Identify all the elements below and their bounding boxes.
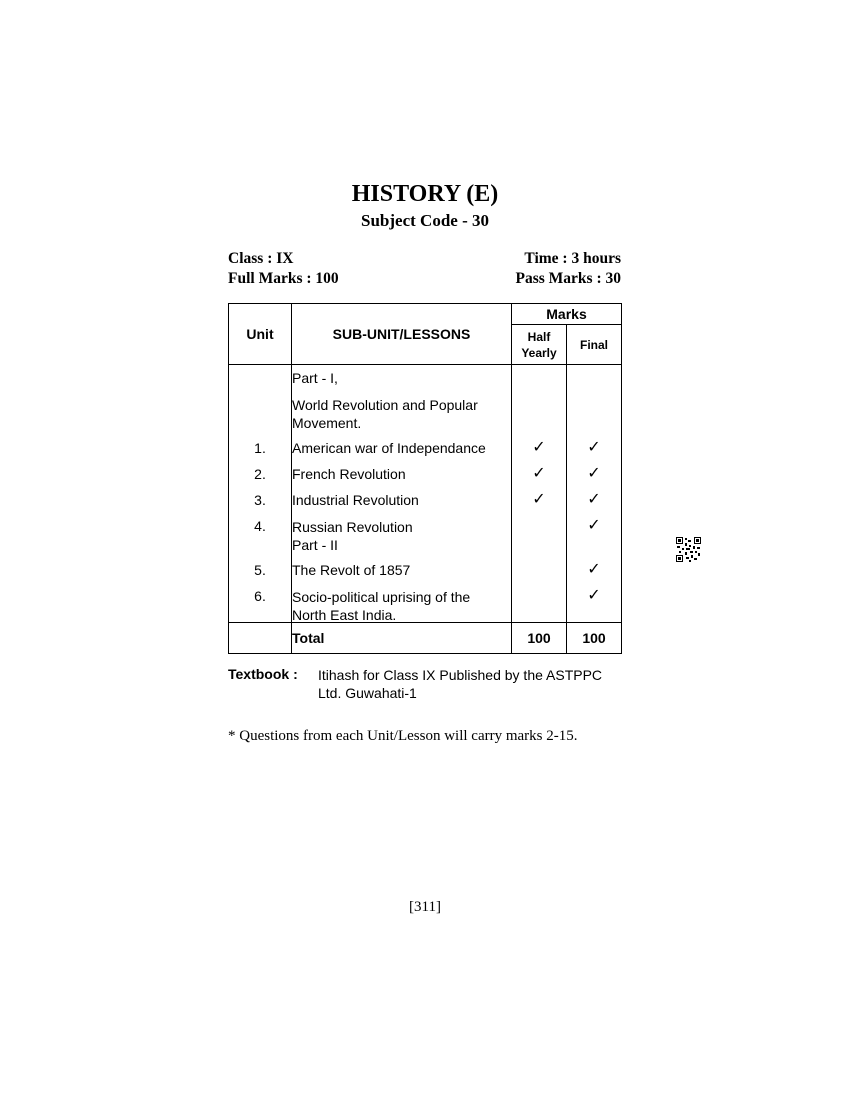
syllabus-table [228, 303, 622, 654]
lesson-name-cont: North East India. [292, 607, 397, 623]
half-yearly-header [512, 325, 567, 365]
textbook-label: Textbook : [228, 666, 298, 682]
total-final: 100 [567, 623, 622, 654]
check-icon: ✓ [587, 439, 601, 456]
check-icon: ✓ [532, 439, 546, 456]
half-yearly-line-1: Half [527, 329, 551, 344]
total-label: Total [292, 623, 512, 654]
check-icon: ✓ [587, 517, 601, 534]
unit-header: Unit [229, 304, 292, 365]
check-icon: ✓ [587, 561, 601, 578]
total-unit-cell [229, 623, 292, 654]
half-yearly-line-2: Yearly [521, 345, 557, 360]
lesson-name: Russian Revolution [292, 519, 413, 535]
lesson-name: Industrial Revolution [292, 492, 419, 508]
unit-number: 5. [254, 562, 266, 578]
lesson-name: French Revolution [292, 466, 406, 482]
qr-code-icon [676, 537, 701, 562]
final-header: Final [567, 325, 622, 365]
pass-marks-label: Pass Marks : 30 [515, 270, 621, 287]
final-column [567, 365, 622, 623]
time-label: Time : 3 hours [524, 250, 621, 267]
page-number: [311] [409, 899, 441, 915]
check-icon: ✓ [587, 587, 601, 604]
class-label: Class : IX [228, 250, 294, 267]
lesson-name: American war of Independance [292, 440, 486, 456]
lesson-socio [292, 588, 511, 622]
unit-number: 1. [254, 440, 266, 456]
marks-note: * Questions from each Unit/Lesson will carry marks 2-15. [228, 728, 578, 744]
part-one-title-line-2: Movement. [292, 415, 362, 431]
lesson-name: Socio-political uprising of the [292, 589, 471, 605]
lesson-name: The Revolt of 1857 [292, 562, 411, 578]
textbook-value: Itihash for Class IX Published by the ASTPPC Ltd. Guwahati-1 [318, 667, 603, 701]
sub-unit-header: SUB-UNIT/LESSONS [292, 304, 512, 365]
check-icon: ✓ [587, 491, 601, 508]
half-yearly-column [512, 365, 567, 623]
part-one-label: Part - I, [292, 370, 338, 386]
subject-code: Subject Code - 30 [361, 211, 489, 230]
lessons-column [292, 365, 512, 623]
full-marks-label: Full Marks : 100 [228, 270, 339, 287]
page-title: HISTORY (E) [351, 181, 499, 207]
meta-row-2 [228, 270, 621, 288]
marks-header: Marks [512, 304, 622, 325]
unit-number: 3. [254, 492, 266, 508]
check-icon: ✓ [532, 491, 546, 508]
total-half-yearly: 100 [512, 623, 567, 654]
check-icon: ✓ [587, 465, 601, 482]
unit-column [229, 365, 292, 623]
unit-number: 2. [254, 466, 266, 482]
unit-number: 4. [254, 518, 266, 534]
unit-number: 6. [254, 588, 266, 604]
check-icon: ✓ [532, 465, 546, 482]
part-one-title-line-1: World Revolution and Popular [292, 397, 478, 413]
lesson-russian [292, 518, 511, 562]
meta-row-1 [228, 250, 621, 268]
part-two-label: Part - II [292, 537, 338, 553]
